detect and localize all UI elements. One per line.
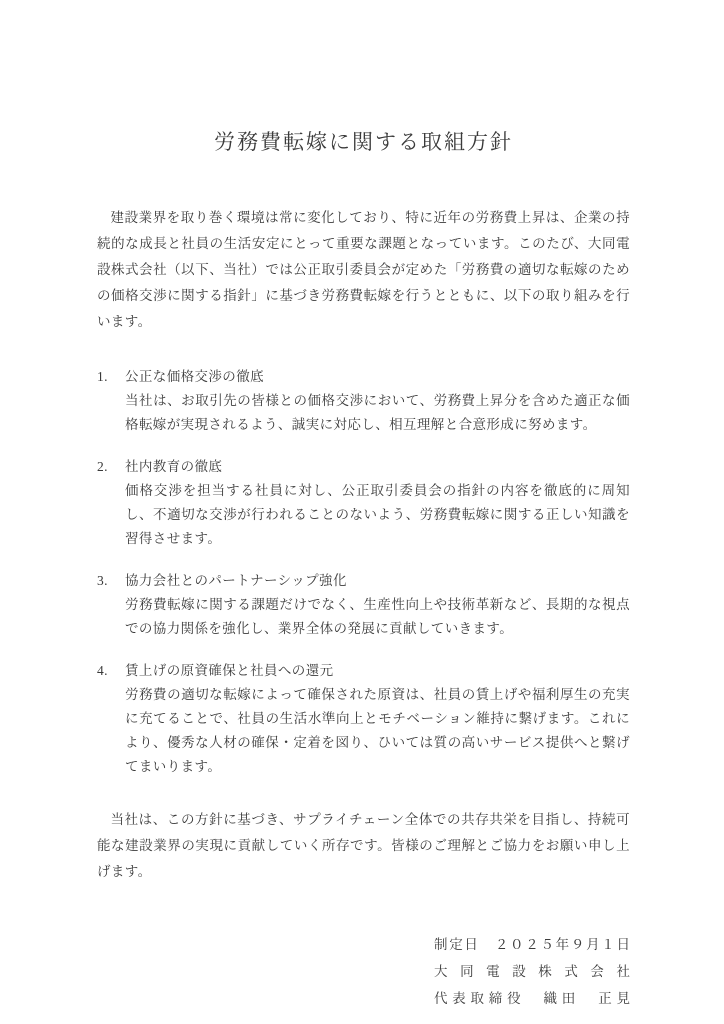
list-item-content [125, 569, 630, 641]
list-item-body: 労務費の適切な転嫁によって確保された原資は、社員の賃上げや福利厚生の充実に充てることで、社員の生活水準向上とモチベーション維持に繋げます。これにより、優秀な人材の確保・定着を図り、ひいては質の高いサービス提供へと繋げてまいります。 [125, 687, 630, 774]
list-item [97, 659, 630, 779]
list-item-number: 4. [97, 663, 108, 678]
closing-paragraph: 当社は、この方針に基づき、サプライチェーン全体での共存共栄を目指し、持続可能な建設業界の実現に貢献していく所存です。皆様のご理解とご協力をお願い申し上げます。 [97, 812, 630, 879]
signature-company: 大同電設株式会社 [434, 964, 630, 979]
list-item-body: 当社は、お取引先の皆様との価格交渉において、労務費上昇分を含めた適正な価格転嫁が実現されるよう、誠実に対応し、相互理解と合意形成に努めます。 [125, 393, 630, 432]
list-item [97, 365, 630, 437]
list-item-heading: 協力会社とのパートナーシップ強化 [125, 573, 347, 588]
list-item-content [125, 365, 630, 437]
signature-representative: 代表取締役 織田 正見 [434, 991, 630, 1006]
signature-block [434, 931, 630, 1012]
intro-paragraph: 建設業界を取り巻く環境は常に変化しており、特に近年の労務費上昇は、企業の持続的な成長と社員の生活安定にとって重要な課題となっています。このたび、大同電設株式会社（以下、当社）では公正取引委員会が定めた「労務費の適切な転嫁のための価格交渉に関する指針」に基づき労務費転嫁を行うとともに、以下の取り組みを行います。 [97, 210, 630, 329]
list-item-content [125, 455, 630, 551]
list-item-content [125, 659, 630, 779]
list-item-body: 価格交渉を担当する社員に対し、公正取引委員会の指針の内容を徹底的に周知し、不適切な交渉が行われることのないよう、労務費転嫁に関する正しい知識を習得させます。 [125, 483, 630, 546]
list-item [97, 569, 630, 641]
list-item-heading: 公正な価格交渉の徹底 [125, 369, 264, 384]
list-item-number: 1. [97, 369, 108, 384]
policy-list [97, 365, 630, 779]
list-item-heading: 賃上げの原資確保と社員への還元 [125, 663, 334, 678]
list-item-number: 3. [97, 573, 108, 588]
list-item-heading: 社内教育の徹底 [125, 459, 223, 474]
signature-date: 制定日 ２０２５年９月１日 [434, 937, 630, 952]
list-item-body: 労務費転嫁に関する課題だけでなく、生産性向上や技術革新など、長期的な視点での協力関係を強化し、業界全体の発展に貢献していきます。 [125, 597, 630, 636]
list-item-number: 2. [97, 459, 108, 474]
document-title: 労務費転嫁に関する取組方針 [214, 130, 513, 154]
list-item [97, 455, 630, 551]
